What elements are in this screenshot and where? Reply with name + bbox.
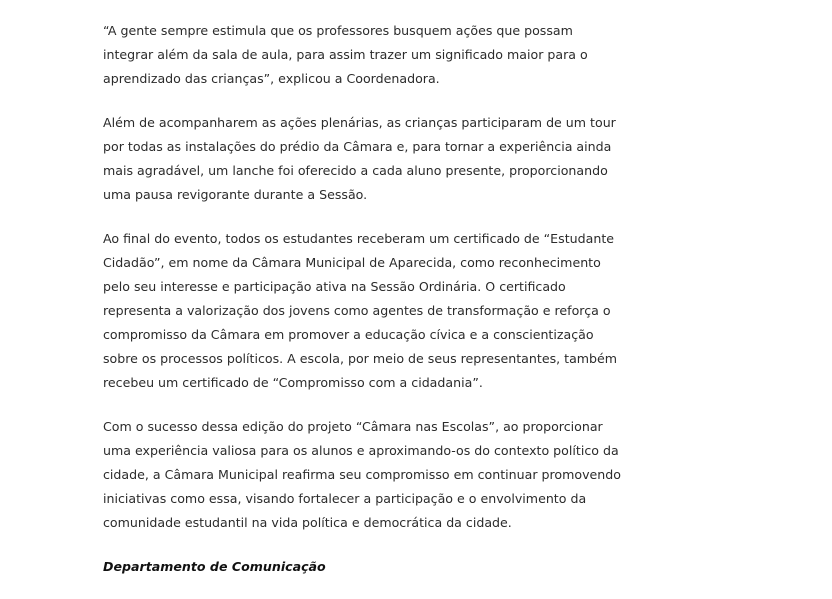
article-paragraph-3: Ao final do evento, todos os estudantes receberam um certificado de “Estudante Cidadão”, em nome da Câmara Municipal de Aparecida, como reconhecimento pelo seu interesse e participação ativa na Sessão Ordinária. O certificado representa a valorização dos jovens como agentes de transformação e reforça o compromisso da Câmara em promover a educação cívica e a conscientização sobre os processos políticos. A escola, por meio de seus representantes, também recebeu um certificado de “Compromisso com a cidadania”. [103,231,618,390]
article-body [103,19,623,599]
article-paragraph-4: Com o sucesso dessa edição do projeto “Câmara nas Escolas”, ao proporcionar uma experiência valiosa para os alunos e aproximando-os do contexto político da cidade, a Câmara Municipal reafirma seu compromisso em continuar promovendo iniciativas como essa, visando fortalecer a participação e o envolvimento da comunidade estudantil na vida política e democrática da cidade. [103,419,621,530]
article-signature: Departamento de Comunicação [103,559,326,574]
article-paragraph-2: Além de acompanharem as ações plenárias, as crianças participaram de um tour por todas as instalações do prédio da Câmara e, para tornar a experiência ainda mais agradável, um lanche foi oferecido a cada aluno presente, proporcionando uma pausa revigorante durante a Sessão. [103,115,616,202]
article-paragraph-1: “A gente sempre estimula que os professores busquem ações que possam integrar além da sala de aula, para assim trazer um significado maior para o aprendizado das crianças”, explicou a Coordenadora. [103,23,588,86]
